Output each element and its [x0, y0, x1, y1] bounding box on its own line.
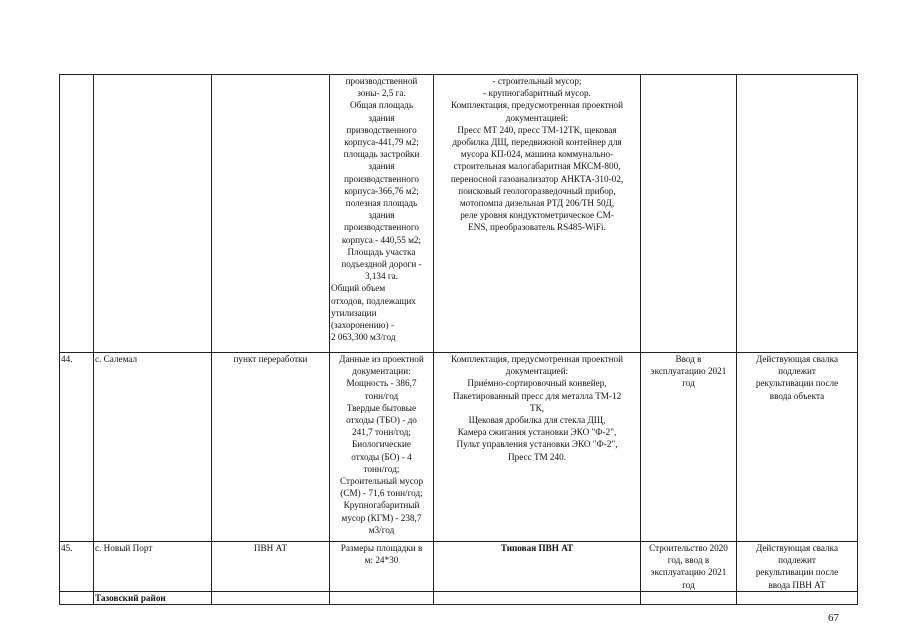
parameters-line: зоны- 2,5 га.	[357, 88, 406, 99]
parameters-line: призводственного	[346, 124, 417, 135]
equipment-line: дробилка ДЩ, передвижной контейнер для	[452, 137, 622, 148]
parameters-line: 3,134 га.	[364, 271, 399, 282]
timing-line: эксплуатацию 2021	[650, 366, 727, 377]
parameters-line: тонн/год	[364, 390, 399, 401]
note-line: рекультивации после	[755, 378, 839, 389]
equipment-line: ENS, преобразователь RS485-WiFi.	[468, 222, 606, 233]
equipment-line: реле уровня кондуктометрическое СМ-	[460, 210, 614, 221]
equipment-line: Комплектация, предусмотренная проектной	[450, 100, 624, 111]
equipment-cell	[434, 591, 641, 604]
equipment-line: мусора КП-024, машина коммунально-	[460, 149, 614, 160]
parameters-line: мусор (КГМ) - 238,7	[341, 512, 422, 523]
parameters-cell	[330, 353, 434, 542]
parameters-line: здания	[368, 112, 395, 123]
parameters-line: Общий объем	[331, 283, 386, 294]
equipment-line: поисковый геологоразведочный прибор,	[458, 185, 616, 196]
equipment-line: Щековая дробилка для стекла ДЩ,	[468, 415, 606, 426]
parameters-line: производственного	[344, 222, 419, 233]
parameters-line: производственного	[344, 173, 419, 184]
parameters-line: Биологические	[352, 439, 411, 450]
table-row-45	[60, 542, 858, 592]
equipment-line: мотопомпа дизельная РТД 206/ТН 50Д,	[459, 198, 615, 209]
note-line: ввода ПВН АТ	[768, 579, 826, 590]
parameters-line: здания	[368, 161, 395, 172]
note-line: подлежит	[778, 555, 816, 566]
page-number: 67	[828, 612, 839, 624]
equipment-cell: Типовая ПВН АТ	[434, 542, 641, 592]
parameters-line: м: 24*30	[364, 555, 399, 566]
settlement-cell	[94, 75, 212, 353]
parameters-line: Площадь участка	[347, 246, 416, 257]
parameters-line: корпуса-366,76 м2;	[344, 185, 419, 196]
objects-table	[59, 74, 858, 605]
parameters-line: отходы (БО) - 4	[351, 451, 412, 462]
equipment-line: документацией:	[505, 112, 569, 123]
timing-line: Строительство 2020	[649, 543, 728, 553]
equipment-line: - крупногабаритный мусор.	[483, 88, 591, 99]
parameters-line: 2 063,300 м3/год	[331, 332, 396, 343]
note-line: подлежит	[778, 366, 816, 377]
note-line: Действующая свалка	[755, 543, 839, 553]
note-cell	[737, 542, 858, 592]
parameters-line: (СМ) - 71,6 тонн/год;	[340, 488, 423, 499]
parameters-line: 241,7 тонн/год;	[352, 427, 411, 438]
timing-cell	[641, 542, 737, 592]
parameters-line: Размеры площадки в	[340, 543, 423, 553]
parameters-line: подъездной дороги -	[341, 259, 422, 270]
equipment-cell	[434, 75, 641, 353]
equipment-line: Комплектация, предусмотренная проектной	[450, 354, 624, 364]
equipment-line: строительная малогабаритная МКСМ-800,	[453, 161, 621, 172]
row-number: 45.	[60, 542, 94, 592]
equipment-line: Камера сжигания установки ЭКО "Ф-2",	[457, 427, 617, 438]
equipment-line: - строительный мусор;	[492, 76, 582, 86]
parameters-line: утилизации	[331, 307, 377, 318]
parameters-line: Мощность - 386,7	[346, 378, 417, 389]
parameters-cell	[330, 542, 434, 592]
district-label: Тазовский район	[94, 591, 212, 604]
parameters-line: отходов, подлежащих	[331, 295, 416, 306]
timing-cell	[641, 75, 737, 353]
timing-line: год	[682, 579, 695, 590]
parameters-cell	[330, 591, 434, 604]
object-type-cell	[212, 591, 330, 604]
parameters-line: (захоронению) -	[331, 320, 394, 331]
equipment-line: переносной газоанализатор АНКТА-310-02,	[450, 173, 624, 184]
parameters-line: производственной	[345, 76, 418, 86]
timing-cell	[641, 591, 737, 604]
parameters-line: Общая площадь	[349, 100, 414, 111]
timing-cell	[641, 353, 737, 542]
settlement-name: с. Новый Порт	[94, 542, 212, 592]
parameters-cell	[330, 75, 434, 353]
parameters-line: корпуса-441,79 м2;	[344, 137, 419, 148]
equipment-line: Приёмно-сортировочный конвейер,	[467, 378, 607, 389]
row-number: 44.	[60, 353, 94, 542]
table-row-continued	[60, 75, 858, 353]
table-row-district	[60, 591, 858, 604]
parameters-line: здания	[368, 210, 395, 221]
parameters-line: документации:	[352, 366, 411, 377]
equipment-line: ТК,	[529, 402, 545, 413]
note-cell	[737, 591, 858, 604]
timing-line: год	[682, 378, 695, 389]
equipment-line: Пульт управления установки ЭКО "Ф-2",	[456, 439, 618, 450]
number-cell	[60, 591, 94, 604]
parameters-line: отходы (ТБО) - до	[346, 415, 417, 426]
number-cell	[60, 75, 94, 353]
parameters-line: площадь застройки	[343, 149, 420, 160]
note-line: ввода объекта	[769, 390, 825, 401]
note-line: рекультивации после	[755, 567, 839, 578]
equipment-line: Пресс ТМ 240.	[507, 451, 567, 462]
parameters-line: тонн/год;	[363, 463, 400, 474]
table-row-44	[60, 353, 858, 542]
note-cell	[737, 353, 858, 542]
equipment-cell	[434, 353, 641, 542]
equipment-line: документацией:	[505, 366, 569, 377]
timing-line: Ввод в	[675, 354, 702, 364]
parameters-line: Твердые бытовые	[346, 402, 417, 413]
equipment-line: Пакетированный пресс для металла ТМ-12	[452, 390, 622, 401]
equipment-line: Пресс МТ 240, пресс ТМ-12ТК, щековая	[457, 124, 617, 135]
object-type: пункт переработки	[212, 353, 330, 542]
settlement-name: с. Салемал	[94, 353, 212, 542]
parameters-line: полезная площадь	[345, 198, 418, 209]
object-type: ПВН АТ	[212, 542, 330, 592]
timing-line: год, ввод в	[667, 555, 710, 566]
parameters-line: м3/год	[368, 524, 395, 535]
object-type-cell	[212, 75, 330, 353]
parameters-line: Строительный мусор	[339, 476, 424, 487]
timing-line: эксплуатацию 2021	[650, 567, 727, 578]
parameters-line: Крупногабаритный	[343, 500, 420, 511]
parameters-line: Данные из проектной	[339, 354, 424, 364]
note-line: Действующая свалка	[755, 354, 839, 364]
note-cell	[737, 75, 858, 353]
parameters-line: корпуса - 440,55 м2;	[341, 234, 422, 245]
